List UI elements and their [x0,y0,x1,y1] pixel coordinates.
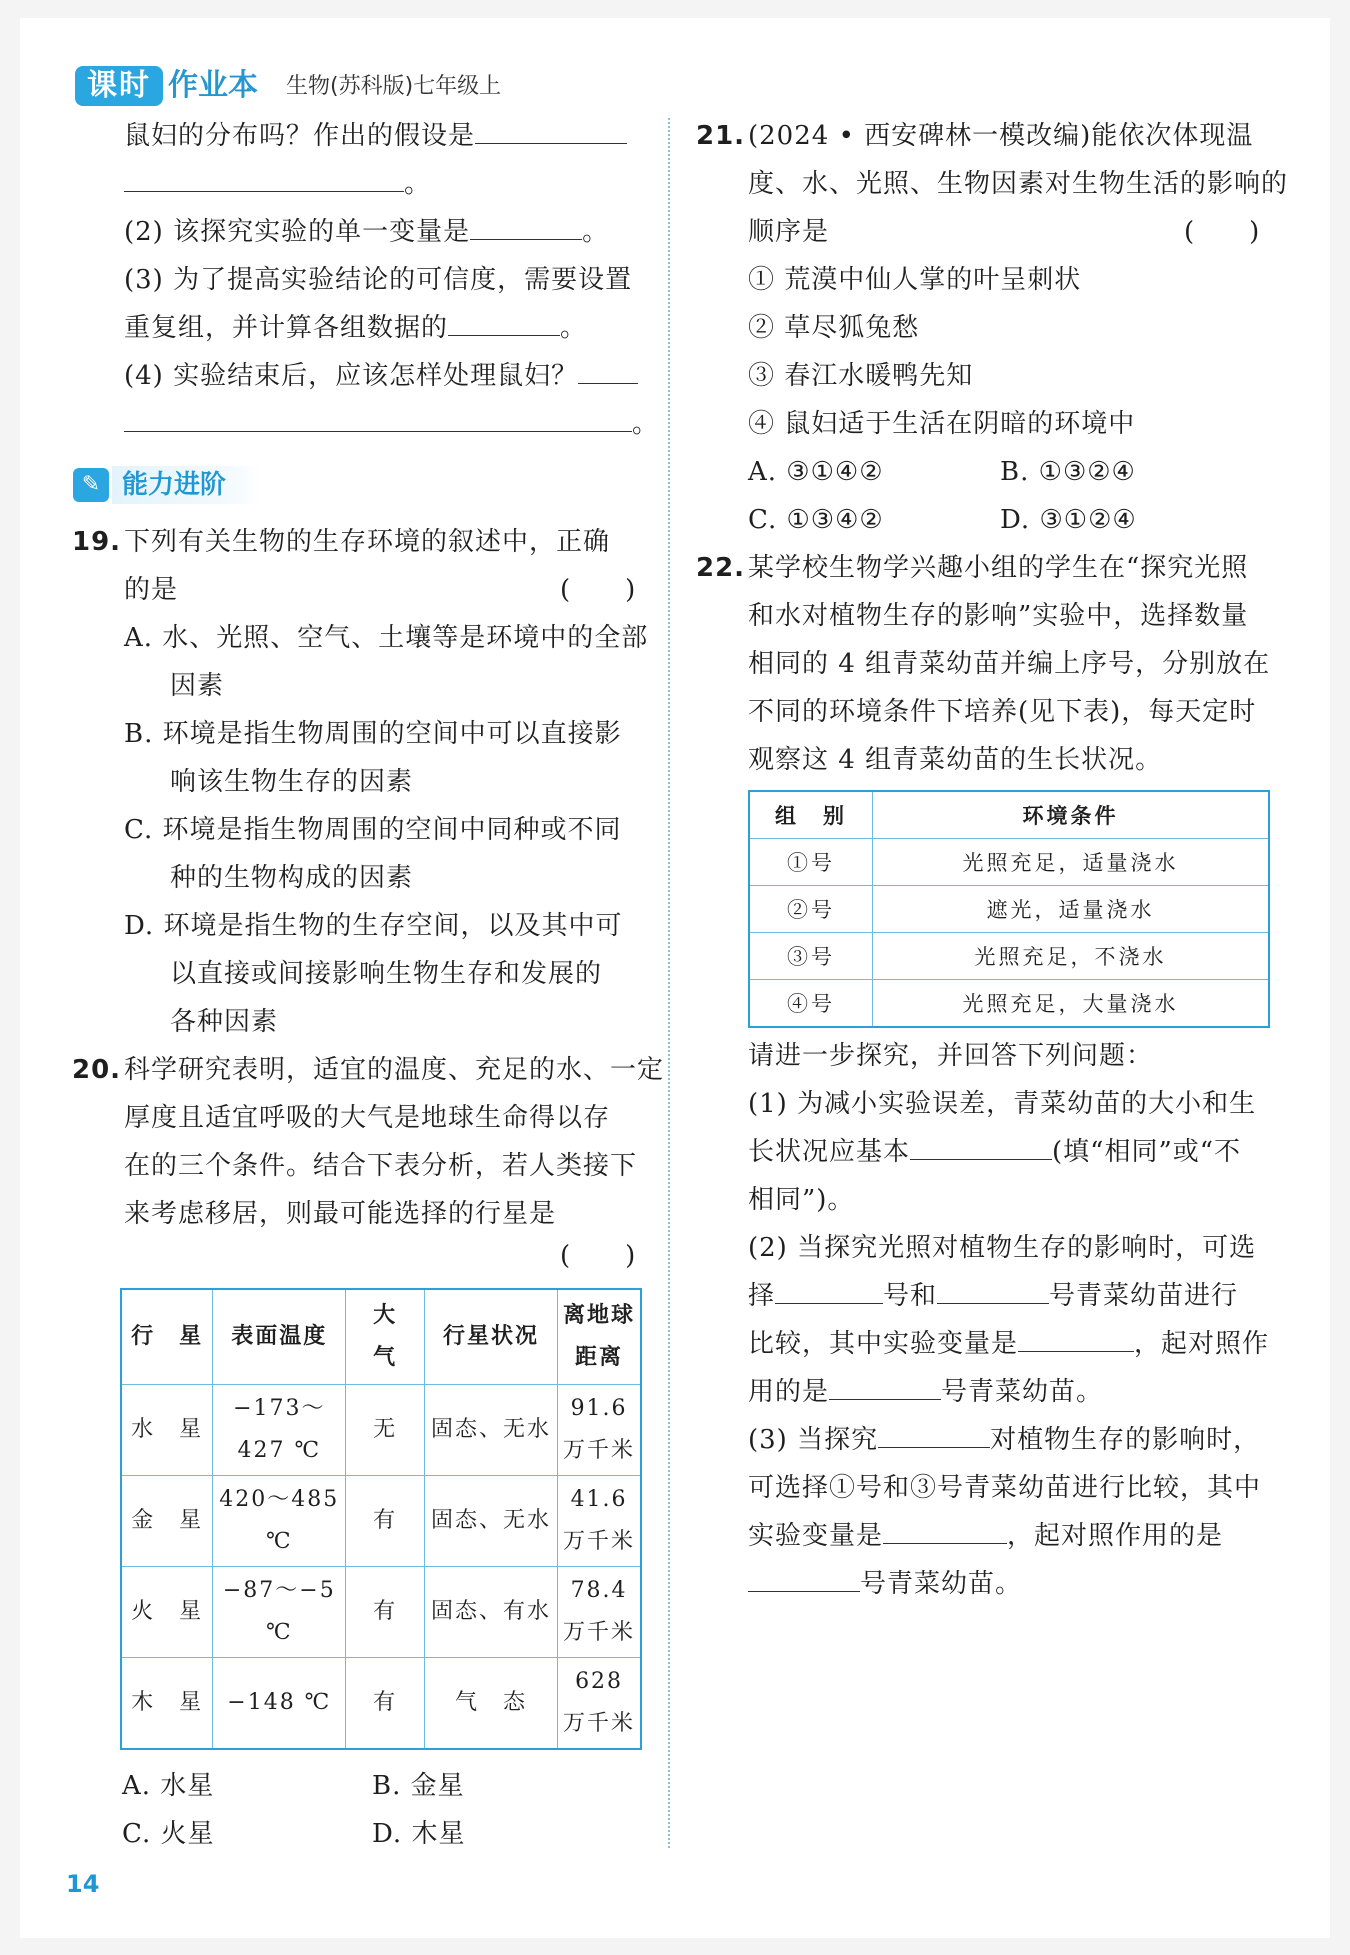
answer-blank[interactable] [883,1542,1007,1544]
table-header-cell: 大 气 [346,1289,425,1385]
planet-table [120,1288,642,1750]
q21-item-4: ④ 鼠妇适于生活在阴暗的环境中 [748,409,1136,439]
q22-part2-line3: 比较，其中实验变量是 ，起对照作 [748,1329,1270,1359]
table-cell: ①号 [749,839,873,886]
answer-blank[interactable] [1018,1350,1134,1352]
q21-option-a[interactable]: A. ③①④② [748,457,884,487]
table-cell: 78.4 万千米 [558,1567,641,1658]
q21-stem: (2024 • 西安碑林一模改编)能依次体现温 [748,121,1254,151]
q18-part4: (4) 实验结束后，应该怎样处理鼠妇？ [124,352,638,400]
answer-blank[interactable] [775,1302,883,1304]
q21-option-c[interactable]: C. ①③④② [748,505,884,535]
logo-text: 作业本 [168,68,258,103]
q19-option-b-cont: 响该生物生存的因素 [170,767,414,797]
table-row [749,886,1269,933]
q19-number: 19. [72,527,122,557]
q18-continuation-line2: 。 [124,160,431,208]
q19-answer-paren[interactable]: ( ) [560,575,637,605]
table-header-row [121,1289,641,1385]
q20-stem-line3: 在的三个条件。结合下表分析，若人类接下 [124,1151,638,1181]
q22-part3: (3) 当探究 对植物生存的影响时， [748,1425,1261,1455]
q20-option-a[interactable]: A. 水星 [122,1771,215,1801]
q20-option-d[interactable]: D. 木星 [372,1819,466,1849]
table-cell: 木 星 [121,1658,213,1750]
q22-part1-line3: 相同”)。 [748,1185,855,1215]
table-cell: 固态、有水 [424,1567,557,1658]
q19-option-c[interactable]: C. 环境是指生物周围的空间中同种或不同 [124,815,622,845]
q22-part1-line2: 长状况应基本 (填“相同”或“不 [748,1137,1242,1167]
seedling-table [748,790,1270,1028]
table-header-cell: 离地球距离 [558,1289,641,1385]
table-cell: 水 星 [121,1385,213,1476]
table-cell: 火 星 [121,1567,213,1658]
subject-label: 生物(苏科版)七年级上 [286,74,502,99]
answer-blank[interactable] [878,1446,990,1448]
table-cell: 91.6 万千米 [558,1385,641,1476]
q19-option-a[interactable]: A. 水、光照、空气、土壤等是环境中的全部 [124,623,649,653]
q20-stem: 科学研究表明，适宜的温度、充足的水、一定 [124,1055,665,1085]
table-header-cell: 环境条件 [873,791,1270,839]
table-cell: −173～427 ℃ [213,1385,346,1476]
table-row [749,980,1269,1028]
table-header-cell: 组 别 [749,791,873,839]
q19-option-c-cont: 种的生物构成的因素 [170,863,414,893]
table-header-cell: 行 星 [121,1289,213,1385]
q22-part2-line2: 择 号和 号青菜幼苗进行 [748,1281,1239,1311]
q20-stem-line2: 厚度且适宜呼吸的大气是地球生命得以存 [124,1103,611,1133]
q21-item-3: ③ 春江水暖鸭先知 [748,361,974,391]
answer-blank[interactable] [578,382,638,384]
q21-answer-paren[interactable]: ( ) [1184,217,1261,247]
answer-blank[interactable] [910,1158,1052,1160]
q21-option-b[interactable]: B. ①③②④ [1000,457,1136,487]
logo-badge: 课时 [75,66,163,106]
table-cell: 光照充足，大量浇水 [873,980,1270,1028]
answer-blank[interactable] [475,142,627,144]
table-row [749,839,1269,886]
table-header-row [749,791,1269,839]
table-row [121,1658,641,1750]
table-cell: 固态、无水 [424,1385,557,1476]
answer-blank[interactable] [470,238,582,240]
table-cell: 有 [346,1658,425,1750]
pencil-icon: ✎ [73,468,109,502]
q22-part2: (2) 当探究光照对植物生存的影响时，可选 [748,1233,1257,1263]
table-row [749,933,1269,980]
q22-stem-line4: 不同的环境条件下培养(见下表)，每天定时 [748,697,1257,727]
q19-option-d-cont2: 各种因素 [170,1007,279,1037]
q22-intro: 请进一步探究，并回答下列问题： [748,1041,1154,1071]
q21-stem-line2: 度、水、光照、生物因素对生物生活的影响的 [748,169,1289,199]
q18-continuation: 鼠妇的分布吗？作出的假设是 [124,112,627,160]
q21-item-2: ② 草尽狐兔愁 [748,313,920,343]
table-cell: 420～485 ℃ [213,1476,346,1567]
table-cell: ③号 [749,933,873,980]
q21-option-d[interactable]: D. ③①②④ [1000,505,1137,535]
table-cell: 628 万千米 [558,1658,641,1750]
table-cell: 遮光，适量浇水 [873,886,1270,933]
q19-option-d[interactable]: D. 环境是指生物的生存空间，以及其中可 [124,911,623,941]
column-divider [668,118,670,1848]
table-cell: ②号 [749,886,873,933]
q22-stem-line3: 相同的 4 组青菜幼苗并编上序号，分别放在 [748,649,1271,679]
q19-stem-line2: 的是 [124,575,179,605]
q20-answer-paren[interactable]: ( ) [560,1241,637,1271]
table-header-cell: 表面温度 [213,1289,346,1385]
table-row [121,1476,641,1567]
q22-part3-line3: 实验变量是 ，起对照作用的是 [748,1521,1224,1551]
table-cell: 有 [346,1476,425,1567]
answer-blank[interactable] [829,1398,941,1400]
q21-number: 21. [696,121,746,151]
table-cell: 41.6 万千米 [558,1476,641,1567]
q18-part3-line2: 重复组，并计算各组数据的 。 [124,313,588,343]
q21-stem-line3: 顺序是 [748,217,830,247]
table-header-cell: 行星状况 [424,1289,557,1385]
q20-number: 20. [72,1055,122,1085]
q18-part4-line2: 。 [124,400,659,448]
table-cell: 气 态 [424,1658,557,1750]
q19-stem: 下列有关生物的生存环境的叙述中，正确 [124,527,611,557]
answer-blank[interactable] [448,334,560,336]
q22-stem-line5: 观察这 4 组青菜幼苗的生长状况。 [748,745,1163,775]
table-row [121,1385,641,1476]
table-row [121,1567,641,1658]
q19-option-a-cont: 因素 [170,671,225,701]
table-cell: 有 [346,1567,425,1658]
q20-stem-line4: 来考虑移居，则最可能选择的行星是 [124,1199,557,1229]
table-cell: 金 星 [121,1476,213,1567]
answer-blank[interactable] [937,1302,1049,1304]
q20-option-b[interactable]: B. 金星 [372,1771,465,1801]
q22-number: 22. [696,553,746,583]
table-cell: −148 ℃ [213,1658,346,1750]
q22-part1: (1) 为减小实验误差，青菜幼苗的大小和生 [748,1089,1257,1119]
q19-option-b[interactable]: B. 环境是指生物周围的空间中可以直接影 [124,719,622,749]
table-cell: 固态、无水 [424,1476,557,1567]
q18-part2: (2) 该探究实验的单一变量是 。 [124,217,610,247]
q19-option-d-cont: 以直接或间接影响生物生存和发展的 [170,959,603,989]
answer-blank[interactable] [124,190,404,192]
table-cell: 无 [346,1385,425,1476]
page-number: 14 [66,1870,100,1898]
q22-stem: 某学校生物学兴趣小组的学生在“探究光照 [748,553,1249,583]
table-cell: −87～−5 ℃ [213,1567,346,1658]
q20-option-c[interactable]: C. 火星 [122,1819,215,1849]
answer-blank[interactable] [748,1590,860,1592]
section-title: 能力进阶 [122,470,227,500]
q18-part3: (3) 为了提高实验结论的可信度，需要设置 [124,265,633,295]
table-cell: 光照充足，适量浇水 [873,839,1270,886]
q22-part3-line2: 可选择①号和③号青菜幼苗进行比较，其中 [748,1473,1262,1503]
q22-part3-line4: 号青菜幼苗。 [748,1560,1022,1608]
table-cell: 光照充足，不浇水 [873,933,1270,980]
answer-blank[interactable] [124,430,632,432]
q22-stem-line2: 和水对植物生存的影响”实验中，选择数量 [748,601,1249,631]
q22-part2-line4: 用的是 号青菜幼苗。 [748,1377,1104,1407]
q21-item-1: ① 荒漠中仙人掌的叶呈刺状 [748,265,1082,295]
table-cell: ④号 [749,980,873,1028]
